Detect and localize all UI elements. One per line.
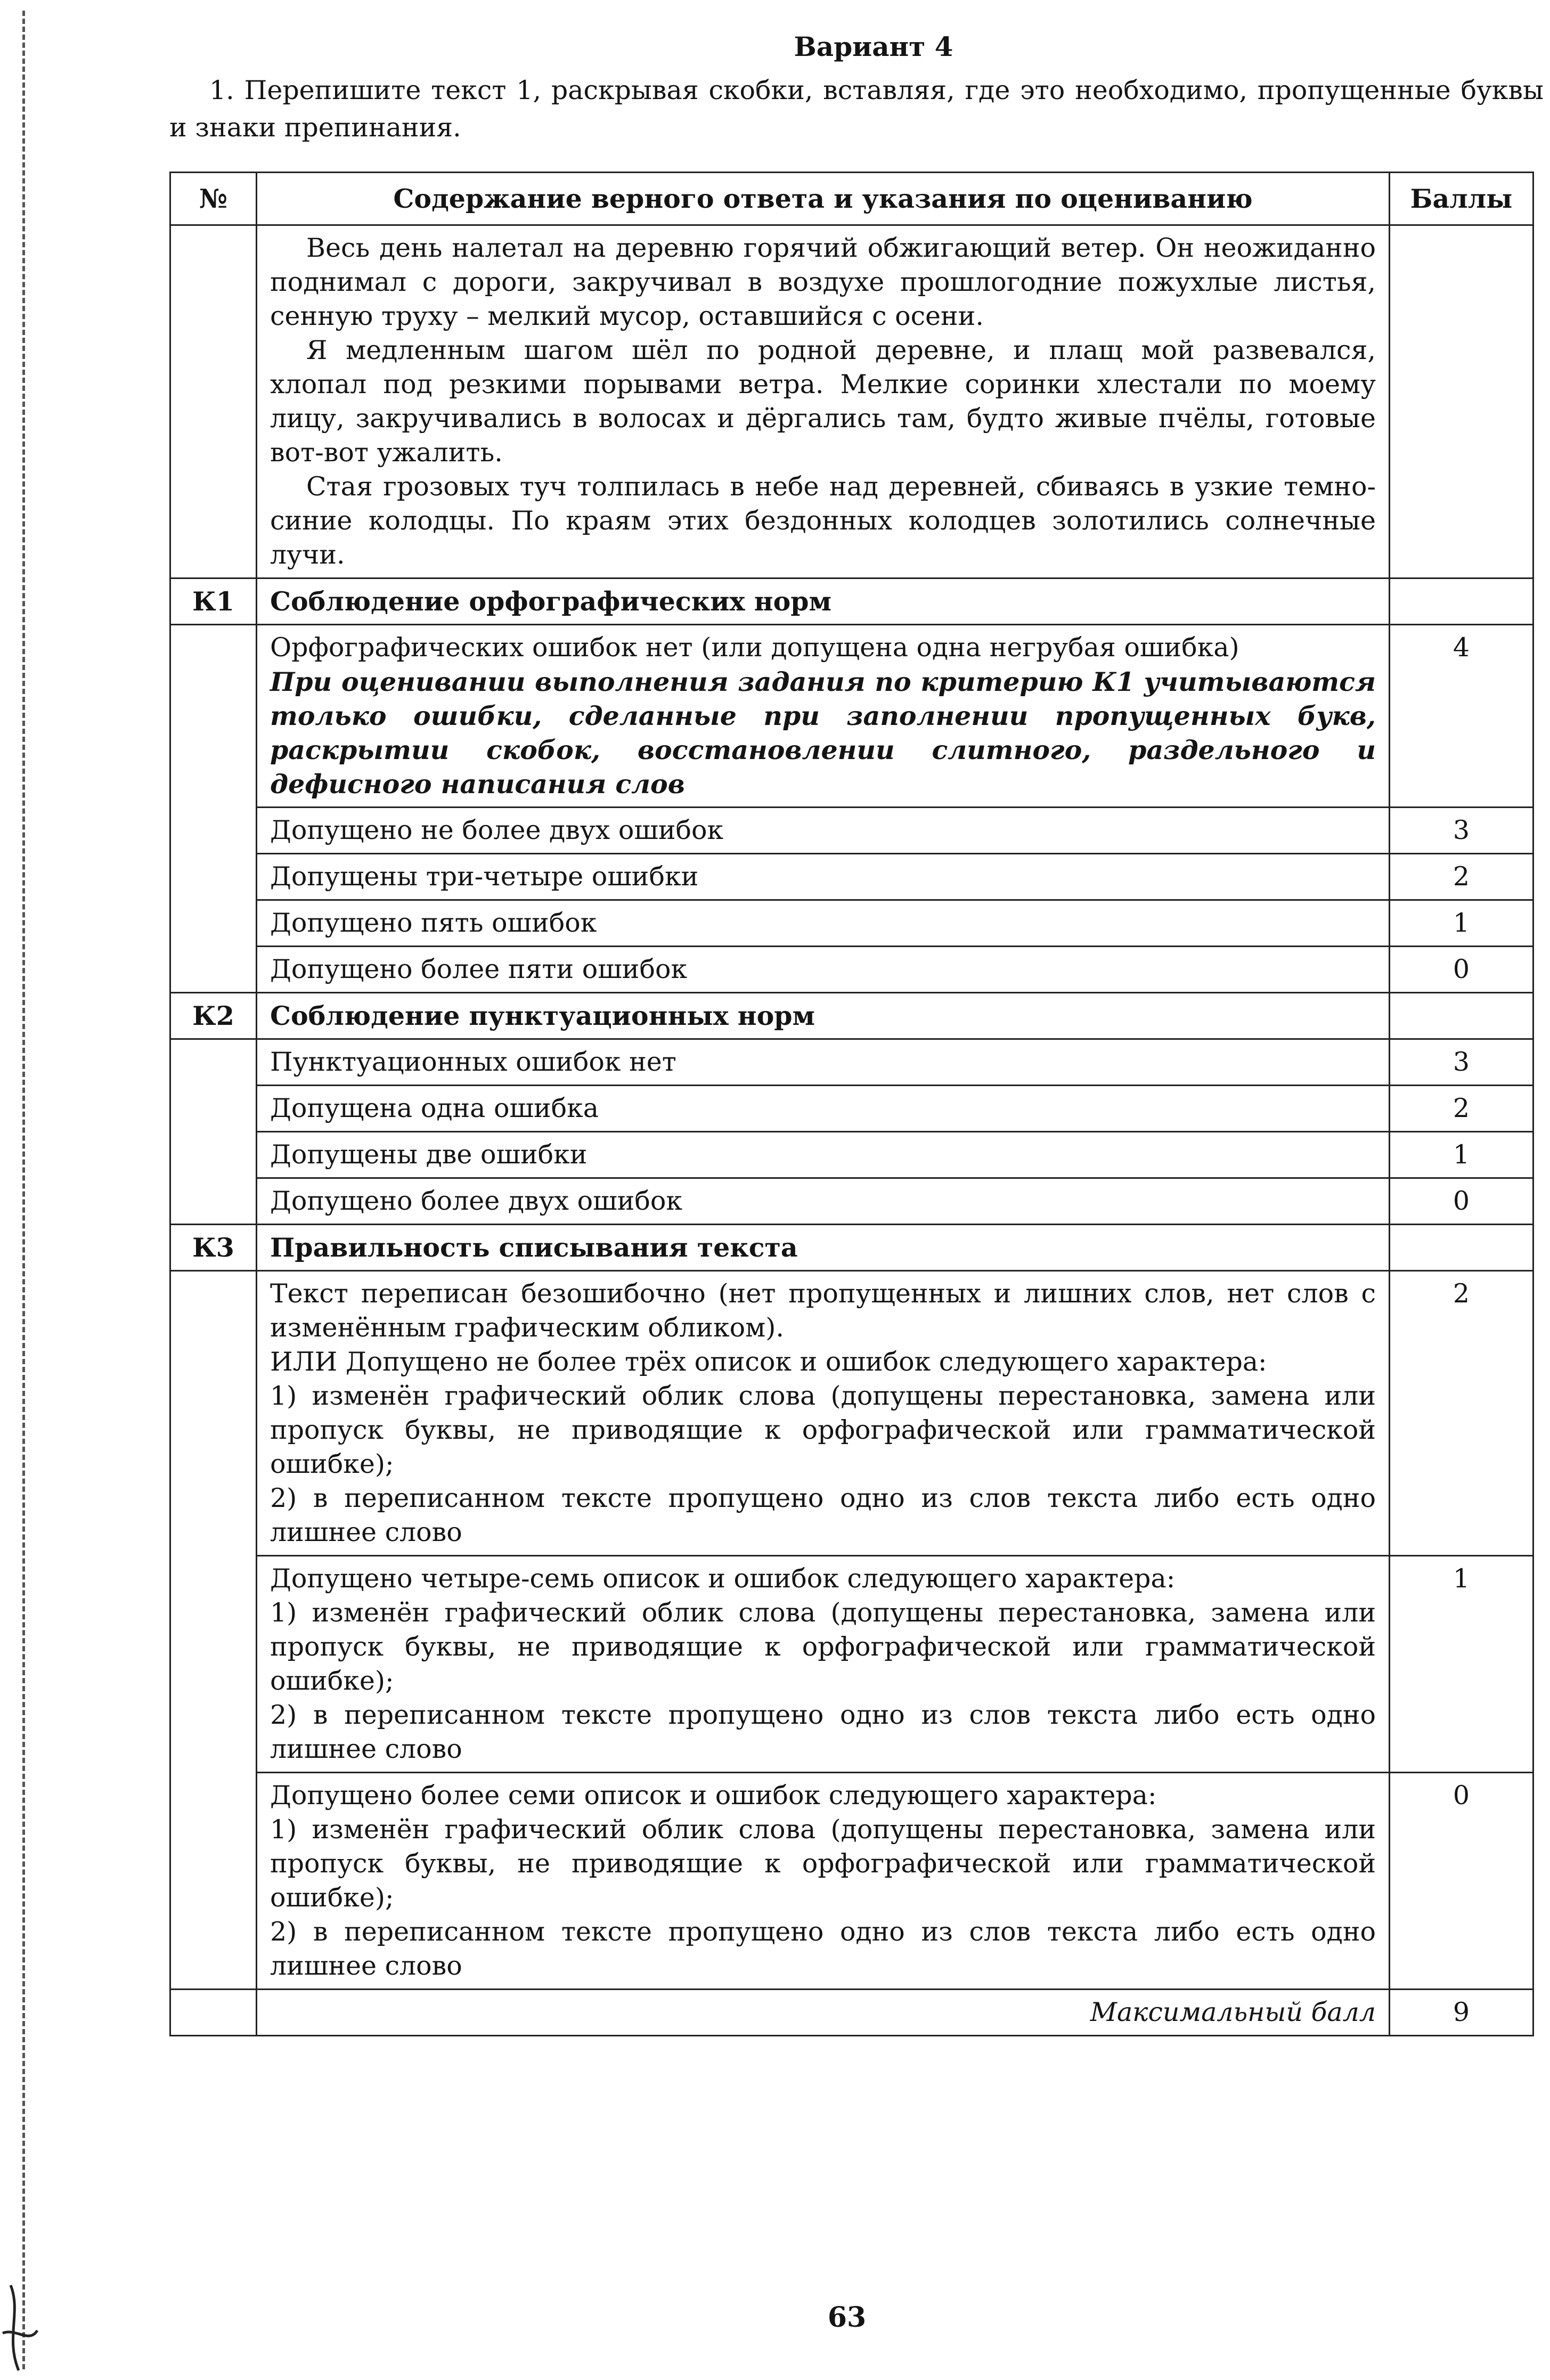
table-row [170, 1132, 1533, 1178]
score-value: 4 [1390, 625, 1533, 808]
max-score-row [170, 1990, 1533, 2036]
score-value: 1 [1390, 1132, 1533, 1178]
criterion-code: К2 [170, 993, 257, 1039]
criterion-description: Допущено не более двух ошибок [257, 808, 1390, 854]
criterion-description: Допущено четыре-семь описок и ошибок следующего характера: 1) изменён графический облик слова (допущены перестановка, замена или пропуск буквы, не приводящие к орфографической или грамматической ошибке); 2) в переписанном тексте пропущено одно из слов текста либо есть одно лишнее слово [257, 1556, 1390, 1773]
criterion-description: Допущено более пяти ошибок [257, 947, 1390, 993]
scoring-table [169, 172, 1534, 2036]
max-score-value: 9 [1390, 1990, 1533, 2036]
header-content: Содержание верного ответа и указания по оцениванию [257, 173, 1390, 225]
source-paragraph: Стая грозовых туч толпилась в небе над деревней, сбиваясь в узкие темно-синие колодцы. По краям этих бездонных колодцев золотились солнечные лучи. [270, 471, 1376, 570]
source-paragraph: Весь день налетал на деревню горячий обжигающий ветер. Он неожиданно поднимал с дороги, закручивал в воздухе прошлогодние пожухлые листья, сенную труху – мелкий мусор, оставшийся с осени. [270, 233, 1376, 331]
criterion-description: Допущено более семи описок и ошибок следующего характера: 1) изменён графический облик слова (допущены перестановка, замена или пропуск буквы, не приводящие к орфографической или грамматической ошибке); 2) в переписанном тексте пропущено одно из слов текста либо есть одно лишнее слово [257, 1773, 1390, 1990]
cut-line [22, 11, 25, 2369]
criterion-code: К1 [170, 578, 257, 625]
table-row [170, 1773, 1533, 1990]
table-row [170, 1271, 1533, 1556]
max-score-label: Максимальный балл [257, 1990, 1390, 2036]
criterion-description: Допущено пять ошибок [257, 900, 1390, 947]
criterion-k3-row [170, 1225, 1533, 1271]
score-value: 0 [1390, 1178, 1533, 1225]
criterion-k2-row [170, 993, 1533, 1039]
criterion-description: Пунктуационных ошибок нет [257, 1039, 1390, 1086]
page-number: 63 [827, 2301, 867, 2334]
table-row [170, 808, 1533, 854]
source-text-row [170, 225, 1533, 578]
source-text [257, 225, 1390, 578]
score-value: 1 [1390, 900, 1533, 947]
table-row [170, 947, 1533, 993]
criterion-description: Допущена одна ошибка [257, 1086, 1390, 1132]
header-score: Баллы [1390, 173, 1533, 225]
score-value: 2 [1390, 854, 1533, 900]
criterion-description: Допущены три-четыре ошибки [257, 854, 1390, 900]
variant-title: Вариант 4 [794, 31, 953, 62]
table-row [170, 1086, 1533, 1132]
criterion-description: Допущены две ошибки [257, 1132, 1390, 1178]
table-row [170, 1556, 1533, 1773]
score-value: 2 [1390, 1086, 1533, 1132]
criterion-description: Текст переписан безошибочно (нет пропущенных и лишних слов, нет слов с изменённым графическим обликом). ИЛИ Допущено не более трёх описок и ошибок следующего характера: 1) изменён графический облик слова (допущены перестановка, замена или пропуск буквы, не приводящие к орфографической или грамматической ошибке); 2) в переписанном тексте пропущено одно из слов текста либо есть одно лишнее слово [257, 1271, 1390, 1556]
table-row [170, 900, 1533, 947]
table-row [170, 1178, 1533, 1225]
criterion-title: Правильность списывания текста [257, 1225, 1390, 1271]
task-instruction: 1. Перепишите текст 1, раскрывая скобки, вставляя, где это необходимо, пропущенные буквы и знаки препинания. [169, 75, 1544, 143]
table-row [170, 625, 1533, 808]
score-value: 0 [1390, 947, 1533, 993]
criterion-code: К3 [170, 1225, 257, 1271]
criterion-title: Соблюдение пунктуационных норм [257, 993, 1390, 1039]
score-value: 0 [1390, 1773, 1533, 1990]
score-value: 1 [1390, 1556, 1533, 1773]
table-row [170, 854, 1533, 900]
score-value: 3 [1390, 808, 1533, 854]
criterion-title: Соблюдение орфографических норм [257, 578, 1390, 625]
source-paragraph: Я медленным шагом шёл по родной деревне, и плащ мой развевался, хлопал под резкими порывами ветра. Мелкие соринки хлестали по моему лицу, закручивались в волосах и дёргались там, будто живые пчёлы, готовые вот-вот ужалить. [270, 335, 1376, 468]
header-num: № [170, 173, 257, 225]
table-header-row [170, 173, 1533, 225]
criterion-description: Допущено более двух ошибок [257, 1178, 1390, 1225]
score-value: 3 [1390, 1039, 1533, 1086]
table-row [170, 1039, 1533, 1086]
score-value: 2 [1390, 1271, 1533, 1556]
criterion-note: При оценивании выполнения задания по критерию К1 учитываются только ошибки, сделанные при заполнении пропущенных букв, раскрытии скобок, восстановлении слитного, раздельного и дефисного написания слов [270, 666, 1376, 800]
criterion-k1-row [170, 578, 1533, 625]
criterion-description: Орфографических ошибок нет (или допущена одна негрубая ошибка) [270, 632, 1239, 663]
